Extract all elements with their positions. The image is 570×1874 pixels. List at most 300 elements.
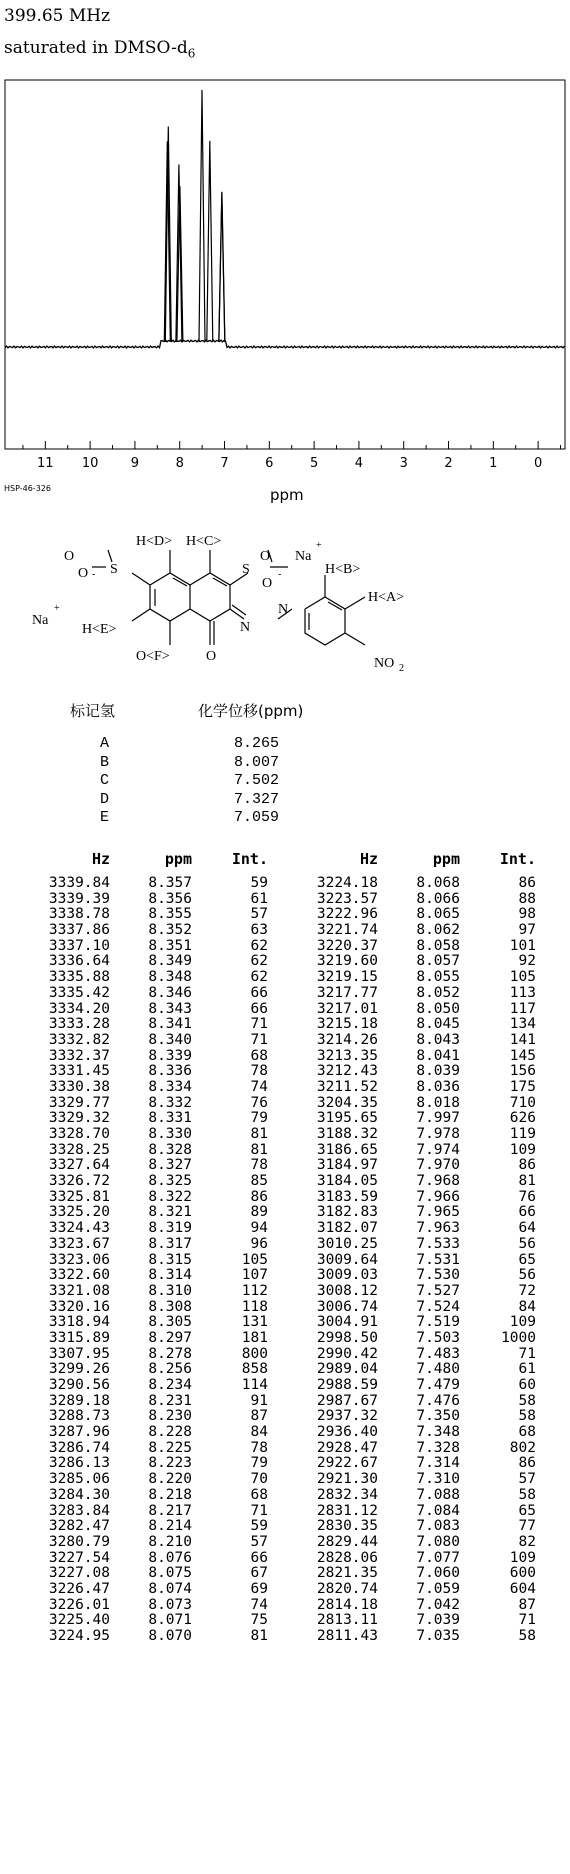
x-tick-label: 2 [444, 456, 453, 471]
peak-int: 78 [250, 1439, 268, 1456]
peak-ppm: 7.039 [416, 1612, 460, 1629]
peak-int: 600 [509, 1565, 536, 1582]
peak-row [298, 1221, 536, 1237]
peak-row [298, 1331, 536, 1347]
x-tick-label: 0 [533, 456, 543, 471]
peak-ppm: 8.339 [148, 1047, 192, 1064]
peak-row [30, 1488, 268, 1504]
peak-hz: 2832.34 [316, 1486, 378, 1503]
peak-row [30, 1472, 268, 1488]
peak-ppm: 7.965 [416, 1204, 460, 1221]
peak-hz: 3227.08 [48, 1565, 110, 1582]
peak-row [298, 1284, 536, 1300]
peak-hz: 3286.74 [48, 1439, 110, 1456]
x-tick-label: 1 [489, 456, 498, 471]
peak-ppm: 7.483 [416, 1345, 460, 1362]
peak-column-left [30, 876, 268, 1645]
peak-int: 97 [518, 922, 536, 939]
peak-int: 98 [518, 906, 536, 923]
peak-int: 77 [518, 1518, 536, 1535]
peak-row [298, 1002, 536, 1018]
peak-row [30, 970, 268, 986]
peak-int: 56 [518, 1267, 536, 1284]
peak-row [298, 1409, 536, 1425]
peak-ppm: 8.076 [148, 1549, 192, 1566]
shift-row [70, 735, 303, 754]
label-s-left: S [110, 562, 118, 577]
peak-row [30, 1441, 268, 1457]
peak-hz: 3004.91 [316, 1314, 378, 1331]
head-ppm-2: ppm [432, 850, 460, 868]
peak-hz: 3288.73 [48, 1408, 110, 1425]
peak-row [298, 1472, 536, 1488]
peak-int: 88 [518, 890, 536, 907]
peak-ppm: 8.321 [148, 1204, 192, 1221]
peak-ppm: 7.348 [416, 1424, 460, 1441]
shift-value: 7.059 [234, 809, 280, 826]
peak-int: 84 [518, 1298, 536, 1315]
peak-hz: 3326.72 [48, 1173, 110, 1190]
peak-hz: 3217.01 [316, 1000, 378, 1017]
peak-hz: 2989.04 [316, 1361, 378, 1378]
peak-hz: 3224.18 [316, 875, 378, 891]
peak-hz: 2813.11 [316, 1612, 378, 1629]
shift-table-header [70, 700, 303, 721]
peak-row [298, 1519, 536, 1535]
peak-hz: 3337.10 [48, 937, 110, 954]
peak-int: 181 [241, 1329, 268, 1346]
x-axis-ticks [23, 441, 561, 449]
peak-hz: 3009.64 [316, 1251, 378, 1268]
peak-hz: 3219.60 [316, 953, 378, 970]
x-tick-label: 8 [175, 456, 184, 471]
peak-row [298, 923, 536, 939]
peak-ppm: 8.305 [148, 1314, 192, 1331]
label-o-tl: O [64, 549, 75, 564]
x-tick-label: 10 [81, 456, 99, 471]
peak-ppm: 8.278 [148, 1345, 192, 1362]
spectrum-peak [219, 192, 225, 342]
peak-list-body [0, 876, 570, 1645]
nmr-spectrum-chart [0, 72, 570, 484]
spectrum-trace [5, 340, 565, 348]
peak-hz: 3290.56 [48, 1377, 110, 1393]
peak-int: 109 [509, 1314, 536, 1331]
peak-row [30, 939, 268, 955]
peak-ppm: 8.220 [148, 1471, 192, 1488]
peak-hz: 3327.64 [48, 1157, 110, 1174]
peak-hz: 3188.32 [316, 1126, 378, 1142]
peak-int: 65 [518, 1502, 536, 1519]
x-tick-label: 9 [130, 456, 140, 471]
label-o-l: O [78, 566, 89, 581]
peak-row [30, 954, 268, 970]
peak-hz: 2830.35 [316, 1518, 378, 1535]
peak-ppm: 8.348 [148, 969, 192, 986]
peak-int: 62 [250, 969, 268, 986]
peak-hz: 3008.12 [316, 1282, 378, 1299]
peak-ppm: 7.077 [416, 1549, 460, 1566]
head-hz-1: Hz [91, 850, 110, 868]
peak-ppm: 8.045 [416, 1016, 460, 1033]
peak-hz: 3226.47 [48, 1580, 110, 1597]
peak-row [30, 1394, 268, 1410]
peak-ppm: 8.039 [416, 1063, 460, 1080]
peak-row [298, 1425, 536, 1441]
peak-hz: 3217.77 [316, 984, 378, 1001]
peak-ppm: 8.018 [416, 1094, 460, 1111]
label-s-right: S [242, 562, 250, 577]
shift-rows [70, 735, 303, 828]
peak-hz: 3212.43 [316, 1063, 378, 1080]
peak-hz: 3225.40 [48, 1612, 110, 1629]
peak-ppm: 8.256 [148, 1361, 192, 1378]
peak-ppm: 8.322 [148, 1188, 192, 1205]
peak-row [298, 1190, 536, 1206]
peak-hz: 3321.08 [48, 1282, 110, 1299]
peak-hz: 3182.83 [316, 1204, 378, 1221]
peak-hz: 3324.43 [48, 1220, 110, 1237]
peak-int: 626 [509, 1110, 536, 1127]
peak-hz: 3227.54 [48, 1549, 110, 1566]
peak-int: 79 [250, 1455, 268, 1472]
peak-int: 71 [250, 1502, 268, 1519]
peak-hz: 3332.37 [48, 1047, 110, 1064]
peak-int: 91 [250, 1392, 268, 1409]
peak-row [298, 1456, 536, 1472]
peak-ppm: 7.527 [416, 1282, 460, 1299]
peak-int: 96 [250, 1235, 268, 1252]
peak-int: 57 [250, 906, 268, 923]
x-axis-title: ppm [270, 486, 304, 504]
peak-hz: 3323.67 [48, 1235, 110, 1252]
peak-int: 58 [518, 1408, 536, 1425]
peak-row [298, 1143, 536, 1159]
peak-hz: 3223.57 [316, 890, 378, 907]
peak-row [298, 954, 536, 970]
peak-row [298, 1080, 536, 1096]
peak-ppm: 7.080 [416, 1533, 460, 1550]
peak-hz: 2998.50 [316, 1329, 378, 1346]
shift-label: A [100, 735, 110, 752]
peak-hz: 3221.74 [316, 922, 378, 939]
peak-int: 76 [250, 1094, 268, 1111]
label-o-r: O [262, 576, 273, 591]
peak-int: 68 [518, 1424, 536, 1441]
peak-hz: 3283.84 [48, 1502, 110, 1519]
peak-ppm: 8.351 [148, 937, 192, 954]
peak-row [298, 1300, 536, 1316]
peak-row [298, 1315, 536, 1331]
label-no2: NO [374, 656, 395, 671]
peak-row [298, 1378, 536, 1394]
peak-ppm: 8.230 [148, 1408, 192, 1425]
shift-value: 8.265 [234, 735, 280, 752]
peak-int: 78 [250, 1157, 268, 1174]
peak-int: 66 [518, 1204, 536, 1221]
peak-hz: 2922.67 [316, 1455, 378, 1472]
peak-row [30, 1629, 268, 1645]
peak-ppm: 8.315 [148, 1251, 192, 1268]
shift-value: 7.502 [234, 772, 280, 789]
peak-ppm: 8.075 [148, 1565, 192, 1582]
plot-frame [5, 80, 565, 449]
solvent-text: saturated in DMSO-d [4, 38, 188, 58]
peak-int: 61 [250, 890, 268, 907]
peak-hz: 2811.43 [316, 1628, 378, 1644]
peak-int: 109 [509, 1141, 536, 1158]
peak-ppm: 8.308 [148, 1298, 192, 1315]
peak-int: 68 [250, 1047, 268, 1064]
peak-int: 858 [241, 1361, 268, 1378]
peak-int: 710 [509, 1094, 536, 1111]
peak-ppm: 8.352 [148, 922, 192, 939]
peak-ppm: 8.071 [148, 1612, 192, 1629]
peak-hz: 3325.81 [48, 1188, 110, 1205]
peak-int: 81 [518, 1173, 536, 1190]
x-tick-label: 11 [37, 456, 54, 471]
peak-row [30, 1253, 268, 1269]
shift-value: 8.007 [234, 753, 280, 771]
peak-ppm: 8.314 [148, 1267, 192, 1284]
peak-row [30, 1409, 268, 1425]
peak-list [0, 850, 570, 1645]
peak-hz: 3224.95 [48, 1628, 110, 1644]
peak-int: 107 [241, 1267, 268, 1284]
peak-row [298, 970, 536, 986]
peak-int: 61 [518, 1361, 536, 1378]
label-n1: N [240, 620, 251, 635]
peak-ppm: 8.223 [148, 1455, 192, 1472]
shift-value: 7.327 [234, 790, 280, 808]
peak-row [298, 907, 536, 923]
x-tick-label: 6 [265, 456, 274, 471]
label-h-d: H<D> [136, 534, 173, 549]
peak-ppm: 8.330 [148, 1126, 192, 1142]
peak-row [30, 1598, 268, 1614]
head-int-1: Int. [231, 850, 268, 868]
peak-ppm: 7.974 [416, 1141, 460, 1158]
peak-ppm: 8.066 [416, 890, 460, 907]
peak-column-right [298, 876, 536, 1645]
peak-row [30, 1566, 268, 1582]
peak-ppm: 7.480 [416, 1361, 460, 1378]
peak-int: 58 [518, 1392, 536, 1409]
peak-hz: 3335.88 [48, 969, 110, 986]
peak-hz: 3215.18 [316, 1016, 378, 1033]
peak-hz: 3285.06 [48, 1471, 110, 1488]
peak-row [298, 876, 536, 892]
peak-ppm: 8.043 [416, 1031, 460, 1048]
head-hz-2: Hz [359, 850, 378, 868]
peak-hz: 2928.47 [316, 1439, 378, 1456]
peak-hz: 3284.30 [48, 1486, 110, 1503]
peak-int: 86 [518, 1157, 536, 1174]
peak-hz: 2821.35 [316, 1565, 378, 1582]
peak-int: 118 [241, 1298, 268, 1315]
peak-ppm: 7.978 [416, 1126, 460, 1142]
label-h-e: H<E> [82, 622, 117, 637]
peak-int: 72 [518, 1282, 536, 1299]
peak-int: 87 [518, 1596, 536, 1613]
peak-row [298, 892, 536, 908]
peak-row [298, 1127, 536, 1143]
peak-int: 119 [509, 1126, 536, 1142]
peak-ppm: 8.214 [148, 1518, 192, 1535]
head-int-2: Int. [499, 850, 536, 868]
peak-ppm: 8.065 [416, 906, 460, 923]
label-neg-right: - [278, 569, 282, 580]
peak-row [298, 1504, 536, 1520]
peak-row [30, 1582, 268, 1598]
peak-hz: 2936.40 [316, 1424, 378, 1441]
peak-row [298, 1096, 536, 1112]
peak-row [30, 1378, 268, 1394]
label-no2-sub: 2 [399, 663, 404, 674]
peak-row [30, 1347, 268, 1363]
peak-hz: 3332.82 [48, 1031, 110, 1048]
peak-hz: 2987.67 [316, 1392, 378, 1409]
peak-ppm: 8.355 [148, 906, 192, 923]
peak-hz: 2820.74 [316, 1580, 378, 1597]
peak-hz: 2937.32 [316, 1408, 378, 1425]
spectrum-peak [207, 141, 213, 342]
peak-int: 156 [509, 1063, 536, 1080]
peak-int: 109 [509, 1549, 536, 1566]
peak-ppm: 8.356 [148, 890, 192, 907]
peak-hz: 3318.94 [48, 1314, 110, 1331]
peak-row [30, 1237, 268, 1253]
peak-ppm: 7.966 [416, 1188, 460, 1205]
peak-ppm: 8.357 [148, 875, 192, 891]
peak-ppm: 8.317 [148, 1235, 192, 1252]
peak-ppm: 7.350 [416, 1408, 460, 1425]
peak-head-right [298, 850, 536, 876]
peak-int: 87 [250, 1408, 268, 1425]
peak-int: 82 [518, 1533, 536, 1550]
peak-row [298, 1362, 536, 1378]
peak-row [30, 1143, 268, 1159]
peak-int: 101 [509, 937, 536, 954]
label-o-f: O<F> [136, 649, 170, 664]
label-h-a: H<A> [368, 590, 405, 605]
peak-hz: 3330.38 [48, 1078, 110, 1095]
peak-hz: 3331.45 [48, 1063, 110, 1080]
spectrum-peaks [164, 90, 225, 342]
peak-ppm: 7.503 [416, 1329, 460, 1346]
peak-ppm: 7.968 [416, 1173, 460, 1190]
peak-ppm: 8.336 [148, 1063, 192, 1080]
peak-int: 66 [250, 1000, 268, 1017]
peak-int: 63 [250, 922, 268, 939]
peak-ppm: 7.042 [416, 1596, 460, 1613]
peak-int: 58 [518, 1486, 536, 1503]
peak-row [30, 1519, 268, 1535]
peak-row [298, 1174, 536, 1190]
peak-ppm: 8.210 [148, 1533, 192, 1550]
peak-hz: 2814.18 [316, 1596, 378, 1613]
peak-ppm: 7.314 [416, 1455, 460, 1472]
peak-hz: 3219.15 [316, 969, 378, 986]
peak-hz: 3315.89 [48, 1329, 110, 1346]
peak-int: 67 [250, 1565, 268, 1582]
peak-ppm: 7.531 [416, 1251, 460, 1268]
peak-row [298, 1488, 536, 1504]
peak-row [30, 1096, 268, 1112]
peak-row [298, 1158, 536, 1174]
peak-int: 131 [241, 1314, 268, 1331]
peak-int: 84 [250, 1424, 268, 1441]
label-na-left-charge: + [54, 603, 60, 614]
peak-row [30, 1504, 268, 1520]
peak-hz: 2831.12 [316, 1502, 378, 1519]
peak-int: 66 [250, 1549, 268, 1566]
label-na-top-charge: + [316, 540, 322, 551]
peak-ppm: 8.325 [148, 1173, 192, 1190]
peak-ppm: 7.088 [416, 1486, 460, 1503]
peak-hz: 3282.47 [48, 1518, 110, 1535]
peak-row [298, 1582, 536, 1598]
peak-row [30, 1268, 268, 1284]
shift-label: D [100, 790, 110, 808]
peak-ppm: 7.035 [416, 1628, 460, 1644]
peak-hz: 3299.26 [48, 1361, 110, 1378]
peak-hz: 3335.42 [48, 984, 110, 1001]
peak-int: 105 [509, 969, 536, 986]
peak-row [30, 1174, 268, 1190]
spectrometer-frequency: 399.65 MHz [4, 6, 111, 26]
peak-row [298, 1551, 536, 1567]
peak-row [298, 1064, 536, 1080]
peak-int: 69 [250, 1580, 268, 1597]
peak-int: 85 [250, 1173, 268, 1190]
peak-ppm: 8.074 [148, 1580, 192, 1597]
peak-int: 57 [518, 1471, 536, 1488]
peak-hz: 3226.01 [48, 1596, 110, 1613]
peak-hz: 3328.70 [48, 1126, 110, 1142]
peak-int: 800 [241, 1345, 268, 1362]
peak-row [30, 1080, 268, 1096]
peak-int: 70 [250, 1471, 268, 1488]
x-tick-label: 3 [399, 456, 408, 471]
label-o-tr: O [260, 549, 271, 564]
peak-hz: 3329.32 [48, 1110, 110, 1127]
solvent-subscript: 6 [187, 46, 196, 61]
peak-hz: 3289.18 [48, 1392, 110, 1409]
peak-int: 71 [250, 1031, 268, 1048]
peak-ppm: 7.997 [416, 1110, 460, 1127]
peak-hz: 3184.97 [316, 1157, 378, 1174]
peak-hz: 3333.28 [48, 1016, 110, 1033]
structure-labels [32, 534, 404, 674]
peak-hz: 3222.96 [316, 906, 378, 923]
peak-int: 71 [518, 1345, 536, 1362]
peak-int: 604 [509, 1580, 536, 1597]
peak-hz: 3286.13 [48, 1455, 110, 1472]
label-n2: N [278, 602, 289, 617]
peak-ppm: 8.228 [148, 1424, 192, 1441]
peak-row [30, 1331, 268, 1347]
peak-int: 74 [250, 1078, 268, 1095]
shift-label: B [100, 753, 110, 771]
peak-int: 68 [250, 1486, 268, 1503]
peak-ppm: 7.524 [416, 1298, 460, 1315]
peak-ppm: 7.519 [416, 1314, 460, 1331]
peak-hz: 3010.25 [316, 1235, 378, 1252]
peak-hz: 3322.60 [48, 1267, 110, 1284]
spectrum-peak [199, 90, 205, 342]
peak-int: 78 [250, 1063, 268, 1080]
